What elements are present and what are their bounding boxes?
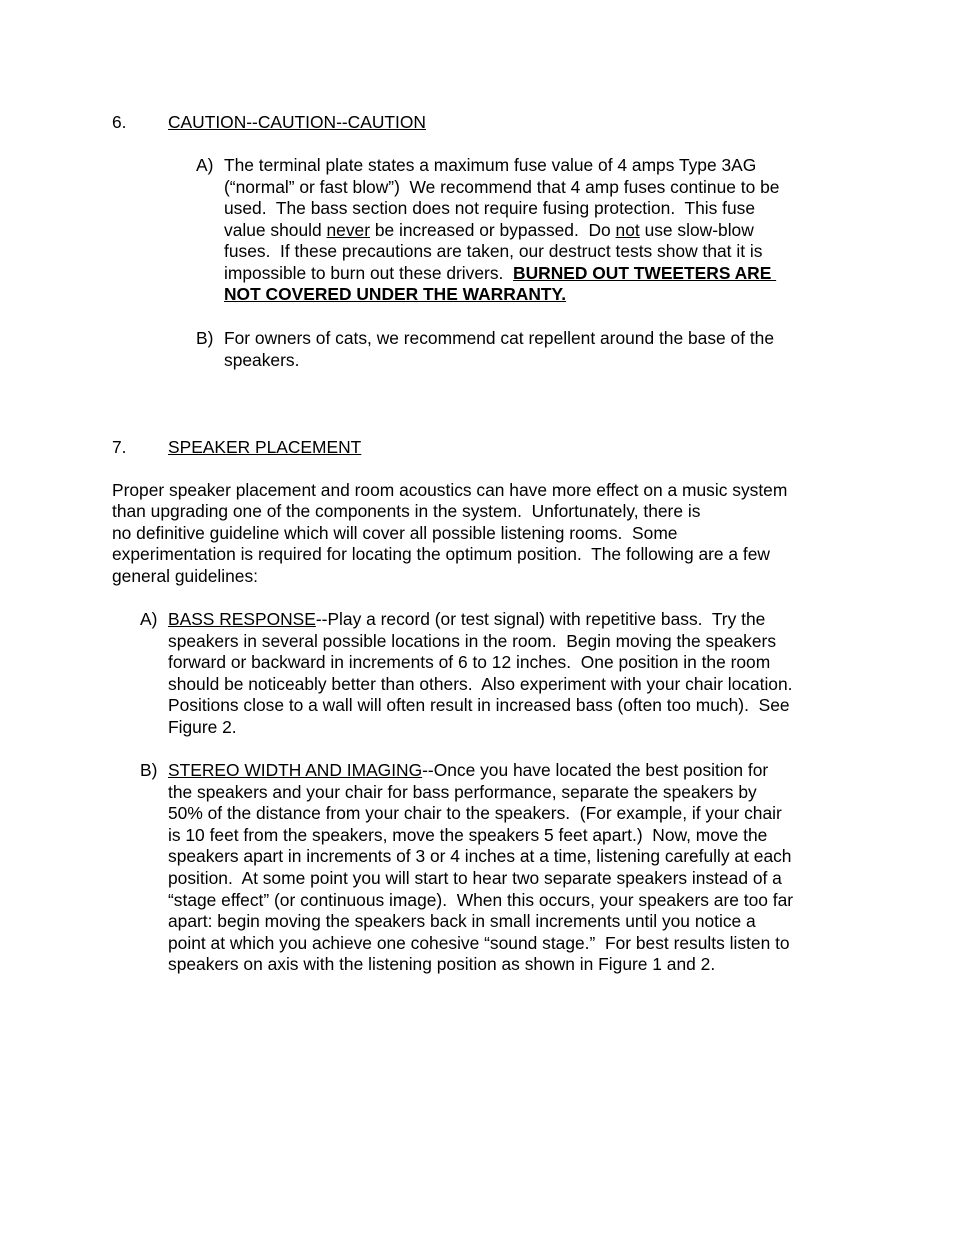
emphasis-not: not xyxy=(615,220,640,240)
section-6-item-a-line: The terminal plate states a maximum fuse value of 4 amps Type 3AG xyxy=(224,155,757,175)
section-7-number: 7. xyxy=(112,437,127,457)
section-7-item-b-line: apart: begin moving the speakers back in small increments until you notice a xyxy=(168,911,756,931)
intro-line: Proper speaker placement and room acoustics can have more effect on a music system xyxy=(112,480,788,500)
section-6-item-a-line xyxy=(224,263,776,285)
section-7-item-a-line xyxy=(168,609,765,631)
section-6-heading: CAUTION--CAUTION--CAUTION xyxy=(168,112,426,132)
section-7-item-a-marker: A) xyxy=(140,609,158,629)
section-6-item-a-marker: A) xyxy=(196,155,214,175)
text-run: --Play a record (or test signal) with repetitive bass. Try the xyxy=(315,609,766,629)
text-run: impossible to burn out these drivers. xyxy=(224,263,514,283)
text-run: value should xyxy=(224,220,327,240)
section-7-item-b-line: speakers on axis with the listening position as shown in Figure 1 and 2. xyxy=(168,954,716,974)
section-6-item-a-line: (“normal” or fast blow”) We recommend that 4 amp fuses continue to be xyxy=(224,177,780,197)
section-7-item-a-line: forward or backward in increments of 6 to 12 inches. One position in the room xyxy=(168,652,771,672)
warranty-warning: BURNED OUT TWEETERS ARE xyxy=(513,263,777,283)
text-run: use slow-blow xyxy=(639,220,754,240)
section-7-item-b-line: 50% of the distance from your chair to the speakers. (For example, if your chair xyxy=(168,803,782,823)
section-7-item-b-line: “stage effect” (or continuous image). When this occurs, your speakers are too far xyxy=(168,890,794,910)
section-7-item-a-line: speakers in several possible locations in the room. Begin moving the speakers xyxy=(168,631,777,651)
section-7-item-b-line: speakers apart in increments of 3 or 4 inches at a time, listening carefully at each xyxy=(168,846,792,866)
section-7-item-b-line xyxy=(168,760,768,782)
intro-line: experimentation is required for locating the optimum position. The following are a few xyxy=(112,544,770,564)
intro-line: than upgrading one of the components in the system. Unfortunately, there is xyxy=(112,501,701,521)
section-7-item-a-line: should be noticeably better than others. Also experiment with your chair location. xyxy=(168,674,793,694)
section-7-item-b-line: point at which you achieve one cohesive “sound stage.” For best results listen to xyxy=(168,933,790,953)
section-7-item-a-line: Positions close to a wall will often result in increased bass (often too much). See xyxy=(168,695,790,715)
section-7-item-b-line: position. At some point you will start to hear two separate speakers instead of a xyxy=(168,868,782,888)
section-6-item-b-line: For owners of cats, we recommend cat repellent around the base of the xyxy=(224,328,775,348)
stereo-width-title: STEREO WIDTH AND IMAGING xyxy=(168,760,423,780)
section-7-item-a-line: Figure 2. xyxy=(168,717,237,737)
section-7-heading: SPEAKER PLACEMENT xyxy=(168,437,362,457)
section-6-item-a-line: fuses. If these precautions are taken, our destruct tests show that it is xyxy=(224,241,763,261)
section-6-item-a-line xyxy=(224,220,754,242)
emphasis-never: never xyxy=(326,220,370,240)
section-6-item-b-marker: B) xyxy=(196,328,214,348)
text-run: be increased or bypassed. Do xyxy=(370,220,616,240)
intro-line: general guidelines: xyxy=(112,566,258,586)
section-7-item-b-marker: B) xyxy=(140,760,158,780)
warranty-warning: NOT COVERED UNDER THE WARRANTY. xyxy=(224,284,567,304)
text-run: --Once you have located the best position for xyxy=(422,760,769,780)
intro-line: no definitive guideline which will cover all possible listening rooms. Some xyxy=(112,523,678,543)
section-6-item-b-line: speakers. xyxy=(224,350,300,370)
section-6-item-a-line: used. The bass section does not require fusing protection. This fuse xyxy=(224,198,756,218)
section-7-item-b-line: is 10 feet from the speakers, move the speakers 5 feet apart.) Now, move the xyxy=(168,825,768,845)
bass-response-title: BASS RESPONSE xyxy=(168,609,316,629)
section-6-number: 6. xyxy=(112,112,127,132)
section-7-item-b-line: the speakers and your chair for bass performance, separate the speakers by xyxy=(168,782,757,802)
